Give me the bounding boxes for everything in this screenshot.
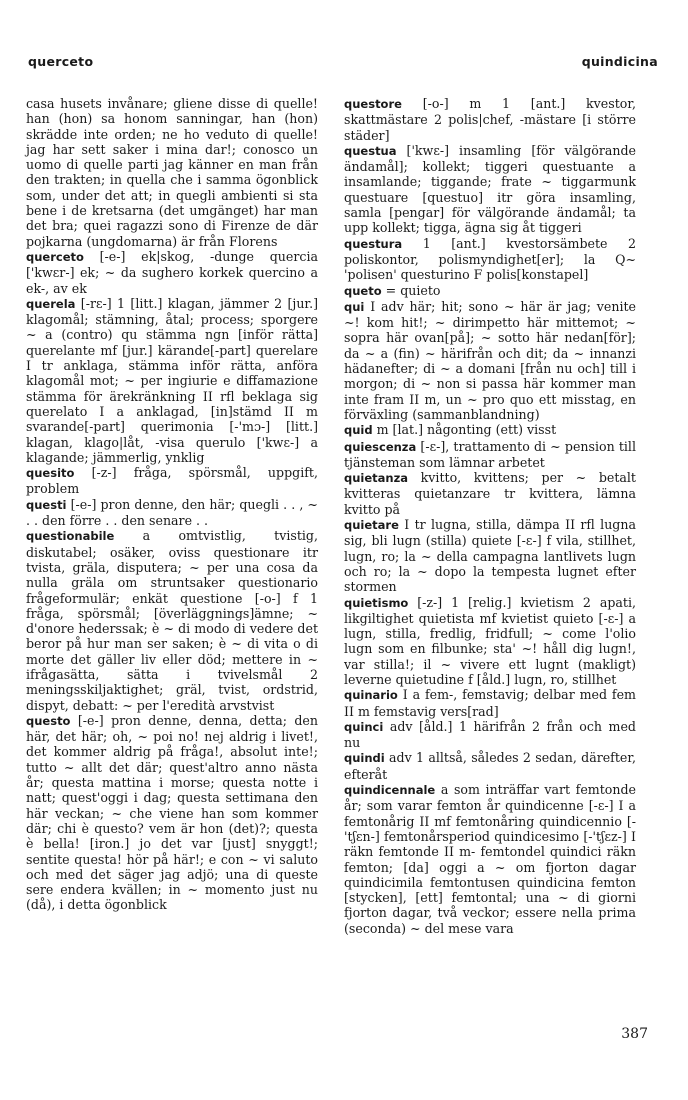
dictionary-entry [26, 465, 318, 497]
entry-text: adv 1 alltså, således 2 sedan, därefter, efteråt [344, 750, 636, 782]
dictionary-entry [344, 470, 636, 517]
headword: questua [344, 143, 397, 158]
dictionary-entry [26, 528, 318, 713]
entry-text: [-o-] m 1 [ant.] kvestor, skattmästare 2 polis|chef, -mästare [i större städer] [344, 96, 636, 143]
headword: quiescenza [344, 439, 417, 454]
right-guide-word: quindicina [581, 54, 658, 69]
entry-text: [-z-] fråga, spörsmål, uppgift, problem [26, 465, 318, 497]
entry-text: a omtvistlig, tvistig, diskutabel; osäker, oviss questionare itr tvista, gräla, disputera; ~ per una cosa da nulla gräla om struntsaker questionario frågeformulär; enkät questione [-o-] f 1 fråga, spörsmål; [överläggnings]ämne; ~ d'onore hederssak; è ~ di modo di vedere det beror på hur man ser saken; è ~ di vita o di morte det gäller liv eller död; mettere in ~ ifrågasätta, sätta i tvivelsmål 2 meningsskiljaktighet; gräl, tvist, ordstrid, dispyt, debatt: ~ per l'eredità arvstvist [26, 528, 318, 713]
entry-text: I tr lugna, stilla, dämpa II rfl lugna sig, bli lugn (stilla) quiete [-ɛ-] f vila, stillhet, lugn, ro; la ~ della campagna lantlivets lugn och ro; la ~ dopo la tempesta lugnet efter stormen [344, 517, 636, 595]
headword: quietanza [344, 471, 409, 486]
entry-text: I a fem-, femstavig; delbar med fem II m femstavig vers[rad] [344, 687, 636, 719]
headword: questi [26, 497, 67, 512]
headword: qui [344, 299, 365, 314]
dictionary-entry [344, 439, 636, 471]
entry-text: adv [åld.] 1 härifrån 2 från och med nu [344, 718, 636, 751]
entry-text: [-e-] pron denne, den här; quegli . . , ~ . . den förre . . den senare . . [26, 496, 318, 529]
headword: querela [26, 296, 76, 311]
dictionary-entry [344, 719, 636, 751]
entry-text: [-rɛ-] 1 [litt.] klagan, jämmer 2 [jur.] klagomål; stämning, åtal; process; sporgere ~ a (contro) qu stämma ngn [inför rätta] querelante mf [jur.] kärande[-part] querelare I tr anklaga, stämma inför rätta, anföra klagomål mot; ~ per ingiurie e diffamazione stämma för ärekränkning II rfl beklaga sig querelato I a anklagad, [in]stämd II m svarande[-part] querimonia [-'mɔ-] [litt.] klagan, klago|låt, -visa querulo ['kwɛ-] a klagande; jämmerlig, ynklig [26, 295, 318, 465]
dictionary-entry [344, 236, 636, 283]
page-number: 387 [621, 1026, 648, 1042]
headword: quesito [26, 466, 75, 481]
headword: questura [344, 236, 403, 251]
dictionary-entry [344, 517, 636, 594]
headword: questionabile [26, 529, 115, 544]
headword: quietismo [344, 595, 409, 610]
left-guide-word: querceto [28, 54, 94, 69]
entry-text: kvitto, kvittens; per ~ betalt kvitteras quietanzare tr kvittera, lämna kvitto på [344, 470, 636, 517]
headword: questore [344, 97, 402, 111]
dictionary-entry [26, 96, 318, 249]
dictionary-entry [26, 497, 318, 529]
entry-text: [-ɛ-], trattamento di ~ pension till tjänsteman som lämnar arbetet [344, 438, 636, 470]
entry-text: casa husets invånare; gliene disse di quelle! han (hon) sa honom sanningar, han (hon) skrädde inte orden; ne ho veduto di quelle! jag har sett saker i mina dar!; conosco un uomo di quelle parti jag känner en man från den trakten; in quella che i samma ögonblick som, under det att; in quegli ambienti si sta bene i de kretsarna (det umgänget) har man det bra; quei ragazzi sono di Firenze de där pojkarna (ungdomarna) är från Florens [26, 96, 318, 249]
right-column [344, 96, 636, 936]
dictionary-entry [344, 750, 636, 782]
dictionary-entry [26, 713, 318, 913]
entry-text: [-e-] ek|skog, -dunge quercia ['kwɛr-] ek; ~ da sughero korkek quercino a ek-, av ek [26, 248, 318, 296]
headword: quindi [344, 751, 385, 766]
headword: querceto [26, 249, 84, 264]
entry-text: I adv här; hit; sono ~ här är jag; venite ~! kom hit!; ~ dirimpetto här mittemot; ~ sopra här ovan[på]; ~ sotto här nedan[för]; da ~ a (fin) ~ härifrån och dit; da ~ innanzi hädanefter; di ~ a domani [från nu och] till i morgon; di ~ non si passa här kommer man inte fram II m, un ~ pro quo ett misstag, en förväxling (sammanblandning) [344, 298, 636, 422]
entry-text: = quieto [385, 282, 441, 298]
dictionary-entry [344, 283, 636, 299]
left-column [26, 96, 318, 913]
dictionary-entry [344, 782, 636, 936]
headword: quindicennale [344, 783, 436, 798]
headword: quietare [344, 518, 399, 533]
dictionary-entry [344, 687, 636, 719]
headword: quid [344, 423, 373, 438]
dictionary-entry [26, 296, 318, 465]
dictionary-entry [344, 595, 636, 688]
headword: quinci [344, 719, 384, 734]
dictionary-entry [344, 96, 636, 143]
entry-text: ['kwɛ-] insamling [för välgörande ändamål]; kollekt; tiggeri questuante a insamlande; tiggande; frate ~ tiggarmunk questuare [questuo] itr göra insamling, samla [pengar] för välgörande ändamål; ta upp kollekt; tigga, ägna sig åt tiggeri [344, 142, 636, 236]
headword: quinario [344, 688, 398, 703]
entry-text: 1 [ant.] kvestorsämbete 2 poliskontor, polismyndighet[er]; la Q~ 'polisen' questurino F polis[konstapel] [344, 235, 636, 283]
headword: queto [344, 283, 382, 298]
entry-text: m [lat.] någonting (ett) visst [376, 422, 557, 438]
dictionary-entry [344, 299, 636, 422]
dictionary-entry [344, 422, 636, 438]
entry-text: [-z-] 1 [relig.] kvietism 2 apati, likgiltighet quietista mf kvietist quieto [-ɛ-] a lugn, stilla, fredlig, fridfull; ~ come l'olio lugn som en filbunke; sta' ~! håll dig lugn!, var stilla!; il ~ vivere ett lugnt (makligt) leverne quietudine f [åld.] lugn, ro, stillhet [344, 594, 636, 687]
dictionary-entry [344, 143, 636, 236]
entry-text: [-e-] pron denne, denna, detta; den här, det här; oh, ~ poi no! nej aldrig i livet!, det kommer aldrig på fråga!, absolut inte!; tutto ~ allt det där; quest'altro anno nästa år; questa mattina i morse; questa notte i natt; quest'oggi i dag; questa settimana den här veckan; ~ che viene han som kommer där; chi è questo? vem är hon (det)?; questa è bella! [iron.] jo det var [just] snyggt!; sentite questa! hör på här!; e con ~ vi saluto och med det säger jag adjö; una di queste sere endera kvällen; in ~ momento just nu (då), i detta ögonblick [26, 712, 318, 913]
headword: questo [26, 713, 71, 728]
dictionary-entry [26, 249, 318, 296]
entry-text: a som inträffar vart femtonde år; som varar femton år quindicenne [-ɛ-] I a femtonårig II mf femtonåring quindicennio [-'tʃɛn-] femtonårsperiod quindicesimo [-'tʃɛz-] I räkn femtonde II m- femtondel quindici räkn femton; [da] oggi a ~ om fjorton dagar quindicimila femtontusen quindicina femton [stycken], [ett] femtontal; una ~ di giorni fjorton dagar, två veckor; essere nella prima (seconda) ~ del mese vara [344, 782, 636, 936]
